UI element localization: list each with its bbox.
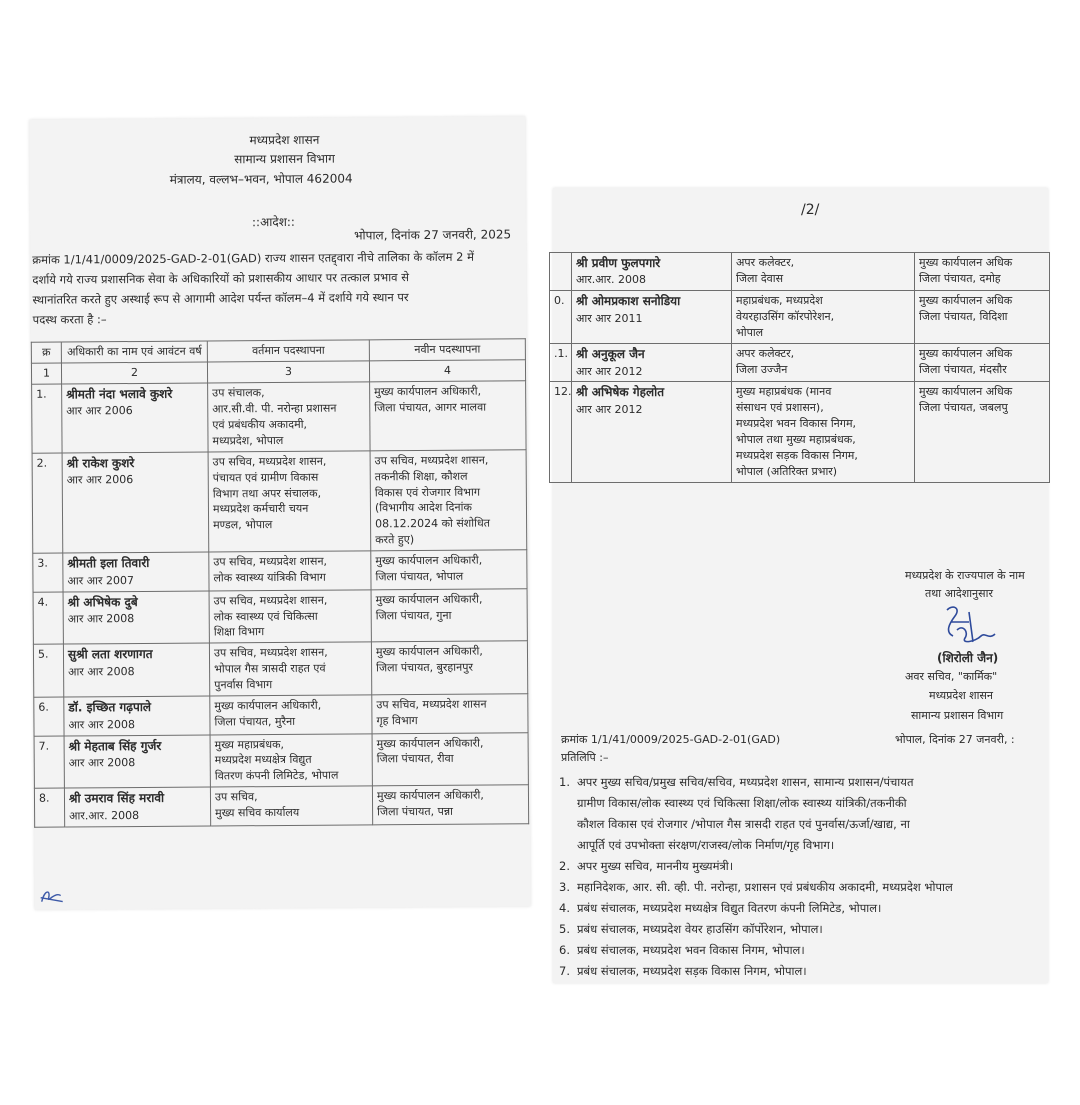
row-serial-number: .1. [550, 344, 572, 382]
officer-cell [572, 344, 732, 382]
posting-line: अपर कलेक्टर, [736, 347, 795, 361]
posting-line: भोपाल [736, 326, 764, 340]
order-page-2 [553, 188, 1048, 983]
copy-to-item [559, 856, 1048, 877]
officer-name: श्री मेहताब सिंह गुर्जर [68, 738, 162, 754]
copy-item-number: 6. [559, 943, 570, 957]
posting-line: उप सचिव, मध्यप्रदेश शासन [376, 697, 487, 712]
order-intro-paragraph [32, 246, 523, 329]
copy-item-number: 3. [559, 880, 570, 894]
officer-name: श्री अभिषेक गेहलोत [576, 385, 665, 400]
officer-batch: आर आर 2007 [67, 573, 134, 588]
posting-line: मुख्य महाप्रबंधक (मानव [736, 385, 832, 399]
copy-to-item [559, 835, 1048, 856]
posting-line: जिला उज्जैन [736, 363, 788, 377]
current-posting-cell [732, 382, 915, 483]
copy-item-text: प्रबंध संचालक, मध्यप्रदेश मध्यक्षेत्र विद्युत वितरण कंपनी लिमिटेड, भोपाल। [577, 901, 882, 915]
copy-to-item [559, 793, 1048, 814]
current-posting-cell [732, 291, 915, 344]
posting-line: मुख्य कार्यपालन अधिक [919, 347, 1013, 361]
copy-item-number: 4. [559, 901, 570, 915]
officer-batch: आर आर 2006 [66, 404, 133, 418]
officer-batch: आर आर 2011 [576, 311, 643, 325]
copy-to-item [559, 877, 1048, 898]
posting-line: जिला पंचायत, दमोह [919, 271, 1001, 285]
signatory-department: सामान्य प्रशासन विभाग [911, 709, 1004, 722]
posting-line: जिला पंचायत, मुरैना [214, 715, 296, 729]
initials-mark [39, 888, 65, 908]
copy-item-text: अपर मुख्य सचिव/प्रमुख सचिव/सचिव, मध्यप्रदेश शासन, सामान्य प्रशासन/पंचायत [577, 775, 914, 789]
posting-line: महाप्रबंधक, मध्यप्रदेश [736, 294, 823, 308]
copy-item-text: कौशल विकास एवं रोजगार /भोपाल गैस त्रासदी राहत एवं पुनर्वास/ऊर्जा/खाद्य, ना [577, 817, 910, 831]
copy-item-number [559, 793, 577, 814]
officer-name: श्री राकेश कुशरे [66, 455, 135, 471]
signatory-designation: अवर सचिव, "कार्मिक" [905, 670, 998, 683]
col-header-sn: क्र [31, 342, 61, 363]
posting-line: आर.सी.वी. पी. नरोन्हा प्रशासन [212, 401, 337, 416]
order-heading: ::आदेश:: [251, 214, 295, 230]
signatory-govt: मध्यप्रदेश शासन [929, 689, 994, 702]
posting-line: मध्यप्रदेश भवन विकास निगम, [736, 417, 857, 431]
page-number: /2/ [801, 202, 820, 218]
new-posting-cell [370, 381, 526, 451]
signatory-name: (शिरोली जैन) [937, 651, 999, 665]
posting-line: मुख्य कार्यपालन अधिकारी, [214, 698, 322, 713]
row-serial-number: 1. [32, 384, 62, 453]
posting-line: मुख्य कार्यपालन अधिकारी, [376, 788, 484, 803]
officer-cell [64, 735, 210, 789]
posting-line: मुख्य कार्यपालन अधिकारी, [375, 592, 483, 606]
col-number: 3 [207, 361, 369, 383]
header-govt: मध्यप्रदेश शासन [249, 132, 320, 148]
copy-item-number [559, 835, 577, 856]
posting-line: पुनर्वास विभाग [214, 678, 273, 692]
table-row [32, 381, 526, 453]
endorsement-date: भोपाल, दिनांक 27 जनवरी, : [895, 733, 1015, 746]
new-posting-cell [915, 291, 1050, 344]
current-posting-cell [210, 695, 372, 734]
posting-line: जिला पंचायत, जबलपु [919, 401, 1008, 415]
officer-cell [62, 452, 209, 554]
posting-line: मध्यप्रदेश मध्यक्षेत्र विद्युत [214, 753, 312, 767]
posting-line: मुख्य कार्यपालन अधिक [919, 385, 1013, 399]
posting-line: भोपाल (अतिरिक्त प्रभार) [736, 465, 838, 479]
copy-item-text: प्रबंध संचालक, मध्यप्रदेश वेयर हाउसिंग कॉर्पोरेशन, भोपाल। [577, 922, 823, 936]
row-serial-number: 6. [34, 697, 64, 736]
officer-cell [62, 383, 208, 453]
copy-item-text: प्रबंध संचालक, मध्यप्रदेश सड़क विकास निगम, भोपाल। [577, 964, 807, 978]
col-number: 4 [369, 360, 525, 382]
posting-line: शिक्षा विभाग [213, 625, 265, 639]
header-address: मंत्रालय, वल्लभ–भवन, भोपाल 462004 [169, 171, 353, 187]
officer-batch: आर आर 2012 [576, 402, 643, 416]
copy-item-text: अपर मुख्य सचिव, माननीय मुख्यमंत्री। [577, 859, 734, 873]
posting-line: 08.12.2024 को संशोधित [375, 516, 491, 531]
copy-item-text: ग्रामीण विकास/लोक स्वास्थ्य एवं चिकित्सा शिक्षा/लोक स्वास्थ्य यांत्रिकी/तकनीकी [577, 796, 907, 810]
new-posting-cell [915, 382, 1050, 483]
posting-line: पंचायत एवं ग्रामीण विकास [212, 470, 319, 485]
posting-line: मुख्य कार्यपालन अधिक [919, 256, 1013, 269]
transfer-table-page2 [549, 252, 1050, 483]
officer-cell [64, 696, 210, 735]
copy-item-number: 1. [559, 775, 570, 789]
posting-line: मुख्य कार्यपालन अधिकारी, [375, 644, 483, 659]
col-header-new-posting: नवीन पदस्थापना [369, 339, 525, 361]
current-posting-cell [208, 382, 370, 452]
posting-line: जिला पंचायत, मंदसौर [919, 363, 1007, 377]
row-serial-number: 5. [33, 644, 63, 697]
copy-item-number: 5. [559, 922, 570, 936]
transfer-table-page1 [31, 338, 529, 827]
col-number: 1 [31, 363, 61, 384]
new-posting-cell [371, 550, 527, 589]
copy-item-number [559, 814, 577, 835]
table-row [550, 253, 1050, 291]
table-row [32, 449, 527, 553]
posting-line: जिला पंचायत, विदिशा [919, 310, 1008, 324]
posting-line: लोक स्वास्थ्य एवं चिकित्सा [213, 609, 318, 623]
row-serial-number: 2. [32, 453, 63, 554]
current-posting-cell [209, 589, 371, 643]
posting-line: मण्डल, भोपाल [213, 518, 273, 532]
current-posting-cell [209, 551, 371, 590]
table-row [33, 588, 527, 644]
officer-batch: आर.आर. 2008 [576, 273, 646, 287]
officer-batch: आर आर 2012 [576, 364, 643, 378]
posting-line: जिला पंचायत, बुरहानपुर [376, 660, 474, 675]
intro-line: दर्शाये गये राज्य प्रशासनिक सेवा के अधिकारियों को प्रशासकीय आधार पर तत्काल प्रभाव से [32, 270, 410, 287]
intro-line: स्थानांतरित करते हुए अस्थाई रूप से आगामी आदेश पर्यन्त कॉलम–4 में दर्शाये गये स्थान पर [32, 290, 409, 307]
copy-item-number: 2. [559, 859, 570, 873]
posting-line: संसाधन एवं प्रशासन), [736, 401, 824, 415]
posting-line: वेयरहाउसिंग कॉरपोरेशन, [736, 310, 835, 324]
posting-line: जिला देवास [736, 271, 784, 285]
current-posting-cell [210, 733, 372, 787]
current-posting-cell [732, 344, 915, 382]
posting-line: उप संचालक, [212, 385, 265, 400]
col-header-officer: अधिकारी का नाम एवं आवंटन वर्ष [61, 341, 207, 363]
posting-line: उप सचिव, मध्यप्रदेश शासन, [213, 554, 328, 569]
posting-line: एवं प्रबंधकीय अकादमी, [212, 417, 308, 432]
copy-to-item [559, 772, 1048, 793]
posting-line: भोपाल तथा मुख्य महाप्रबंधक, [736, 433, 856, 447]
copy-item-text: प्रबंध संचालक, मध्यप्रदेश भवन विकास निगम, भोपाल। [577, 943, 805, 957]
row-serial-number: 3. [33, 553, 63, 592]
posting-line: मुख्य महाप्रबंधक, [214, 737, 285, 751]
posting-line: गृह विभाग [376, 714, 418, 728]
posting-line: जिला पंचायत, गुना [375, 608, 452, 622]
governor-line-2: तथा आदेशानुसार [925, 587, 993, 600]
current-posting-cell [210, 786, 372, 825]
officer-cell [63, 552, 209, 591]
table-row [34, 785, 528, 827]
officer-batch: आर आर 2008 [68, 717, 136, 732]
officer-name: श्री प्रवीण फुलपगारे [576, 256, 661, 270]
copy-to-item [559, 940, 1048, 961]
posting-line: विकास एवं रोजगार विभाग [374, 485, 481, 499]
posting-line: अपर कलेक्टर, [736, 256, 795, 269]
posting-line: मध्यप्रदेश, भोपाल [212, 433, 284, 448]
copy-to-item [559, 919, 1048, 940]
row-serial-number: 8. [34, 788, 64, 827]
officer-name: श्री ओमप्रकाश सनोडिया [576, 294, 681, 309]
posting-line: उप सचिव, मध्यप्रदेश शासन, [212, 454, 327, 469]
row-serial-number: 0. [550, 291, 572, 344]
posting-line: लोक स्वास्थ्य यांत्रिकी विभाग [213, 570, 326, 585]
posting-line: जिला पंचायत, पन्ना [377, 805, 454, 819]
officer-cell [572, 291, 732, 344]
officer-cell [572, 382, 732, 483]
posting-line: मुख्य सचिव कार्यालय [215, 806, 300, 820]
officer-name: डॉ. इच्छित गढ़पाले [68, 700, 152, 715]
officer-batch: आर.आर. 2008 [69, 808, 140, 823]
new-posting-cell [372, 694, 528, 733]
posting-line: मध्यप्रदेश सड़क विकास निगम, [736, 449, 858, 463]
posting-line: जिला पंचायत, आगर मालवा [374, 400, 487, 415]
signature [939, 602, 999, 650]
officer-batch: आर आर 2008 [68, 755, 136, 770]
new-posting-cell [372, 785, 528, 824]
officer-name: श्री अनुकूल जैन [576, 347, 645, 362]
posting-line: मध्यप्रदेश कर्मचारी चयन [212, 502, 309, 516]
officer-batch: आर आर 2008 [68, 664, 135, 679]
copy-item-number: 7. [559, 964, 570, 978]
col-number: 2 [61, 362, 207, 384]
officer-cell [572, 253, 732, 291]
copy-to-list [559, 772, 1048, 982]
officer-name: श्रीमती इला तिवारी [67, 556, 150, 571]
current-posting-cell [209, 642, 371, 696]
officer-cell [63, 591, 209, 645]
posting-line: जिला पंचायत, रीवा [376, 752, 454, 766]
current-posting-cell [208, 450, 371, 552]
new-posting-cell [915, 253, 1050, 291]
row-serial-number: 12. [550, 382, 572, 483]
posting-line: उप सचिव, मध्यप्रदेश शासन, [374, 453, 489, 467]
endorsement-number: क्रमांक 1/1/41/0009/2025-GAD-2-01(GAD) [561, 733, 781, 746]
officer-name: सुश्री लता शरणागत [67, 647, 153, 662]
table-row [550, 344, 1050, 382]
posting-line: करते हुए) [375, 533, 415, 547]
officer-batch: आर आर 2008 [67, 611, 135, 626]
posting-line: भोपाल गैस त्रासदी राहत एवं [214, 662, 326, 676]
posting-line: उप सचिव, [214, 790, 258, 804]
table-row [33, 550, 527, 592]
order-place-date: भोपाल, दिनांक 27 जनवरी, 2025 [354, 227, 512, 243]
posting-line: जिला पंचायत, भोपाल [375, 569, 464, 584]
intro-line: पदस्थ करता है :– [32, 312, 107, 327]
table-row [550, 382, 1050, 483]
copy-to-heading: प्रतिलिपि :– [561, 751, 609, 764]
posting-line: मुख्य कार्यपालन अधिकारी, [376, 736, 484, 750]
officer-batch: आर आर 2006 [66, 473, 134, 487]
new-posting-cell [915, 344, 1050, 382]
posting-line: मुख्य कार्यपालन अधिकारी, [374, 384, 482, 399]
header-department: सामान्य प्रशासन विभाग [234, 151, 335, 167]
order-page-1 [29, 116, 531, 909]
new-posting-cell [372, 732, 528, 786]
row-serial-number: 4. [33, 592, 63, 645]
posting-line: (विभागीय आदेश दिनांक [374, 501, 472, 515]
table-row [34, 694, 528, 736]
row-serial-number: 7. [34, 736, 64, 789]
officer-cell [64, 787, 210, 826]
copy-to-item [559, 961, 1048, 982]
table-row [34, 732, 528, 788]
governor-line-1: मध्यप्रदेश के राज्यपाल के नाम [905, 569, 1025, 582]
table-row [550, 291, 1050, 344]
col-header-current-posting: वर्तमान पदस्थापना [207, 340, 369, 362]
posting-line: तकनीकी शिक्षा, कौशल [374, 469, 468, 483]
new-posting-cell [370, 449, 527, 551]
posting-line: विभाग तथा अपर संचालक, [212, 486, 322, 500]
intro-line: क्रमांक 1/1/41/0009/2025-GAD-2-01(GAD) राज्य शासन एतद्द्वारा नीचे तालिका के कॉलम 2 में [32, 249, 474, 267]
copy-item-text: महानिदेशक, आर. सी. व्ही. पी. नरोन्हा, प्रशासन एवं प्रबंधकीय अकादमी, मध्यप्रदेश भोपाल [577, 880, 953, 894]
copy-to-item [559, 814, 1048, 835]
row-serial-number [550, 253, 572, 291]
posting-line: उप सचिव, मध्यप्रदेश शासन, [213, 646, 328, 660]
officer-name: श्री उमराव सिंह मरावी [68, 791, 165, 806]
new-posting-cell [371, 588, 527, 642]
posting-line: वितरण कंपनी लिमिटेड, भोपाल [214, 769, 339, 783]
officer-name: श्रीमती नंदा भलावे कुशरे [66, 386, 173, 402]
posting-line: मुख्य कार्यपालन अधिक [919, 294, 1013, 308]
table-row [33, 641, 527, 697]
officer-cell [63, 643, 209, 697]
current-posting-cell [732, 253, 915, 291]
new-posting-cell [371, 641, 527, 695]
copy-to-item [559, 898, 1048, 919]
officer-name: श्री अभिषेक दुबे [67, 594, 138, 610]
posting-line: उप सचिव, मध्यप्रदेश शासन, [213, 593, 328, 608]
copy-item-text: आपूर्ति एवं उपभोक्ता संरक्षण/राजस्व/लोक निर्माण/गृह विभाग। [577, 838, 835, 852]
posting-line: मुख्य कार्यपालन अधिकारी, [375, 553, 483, 568]
